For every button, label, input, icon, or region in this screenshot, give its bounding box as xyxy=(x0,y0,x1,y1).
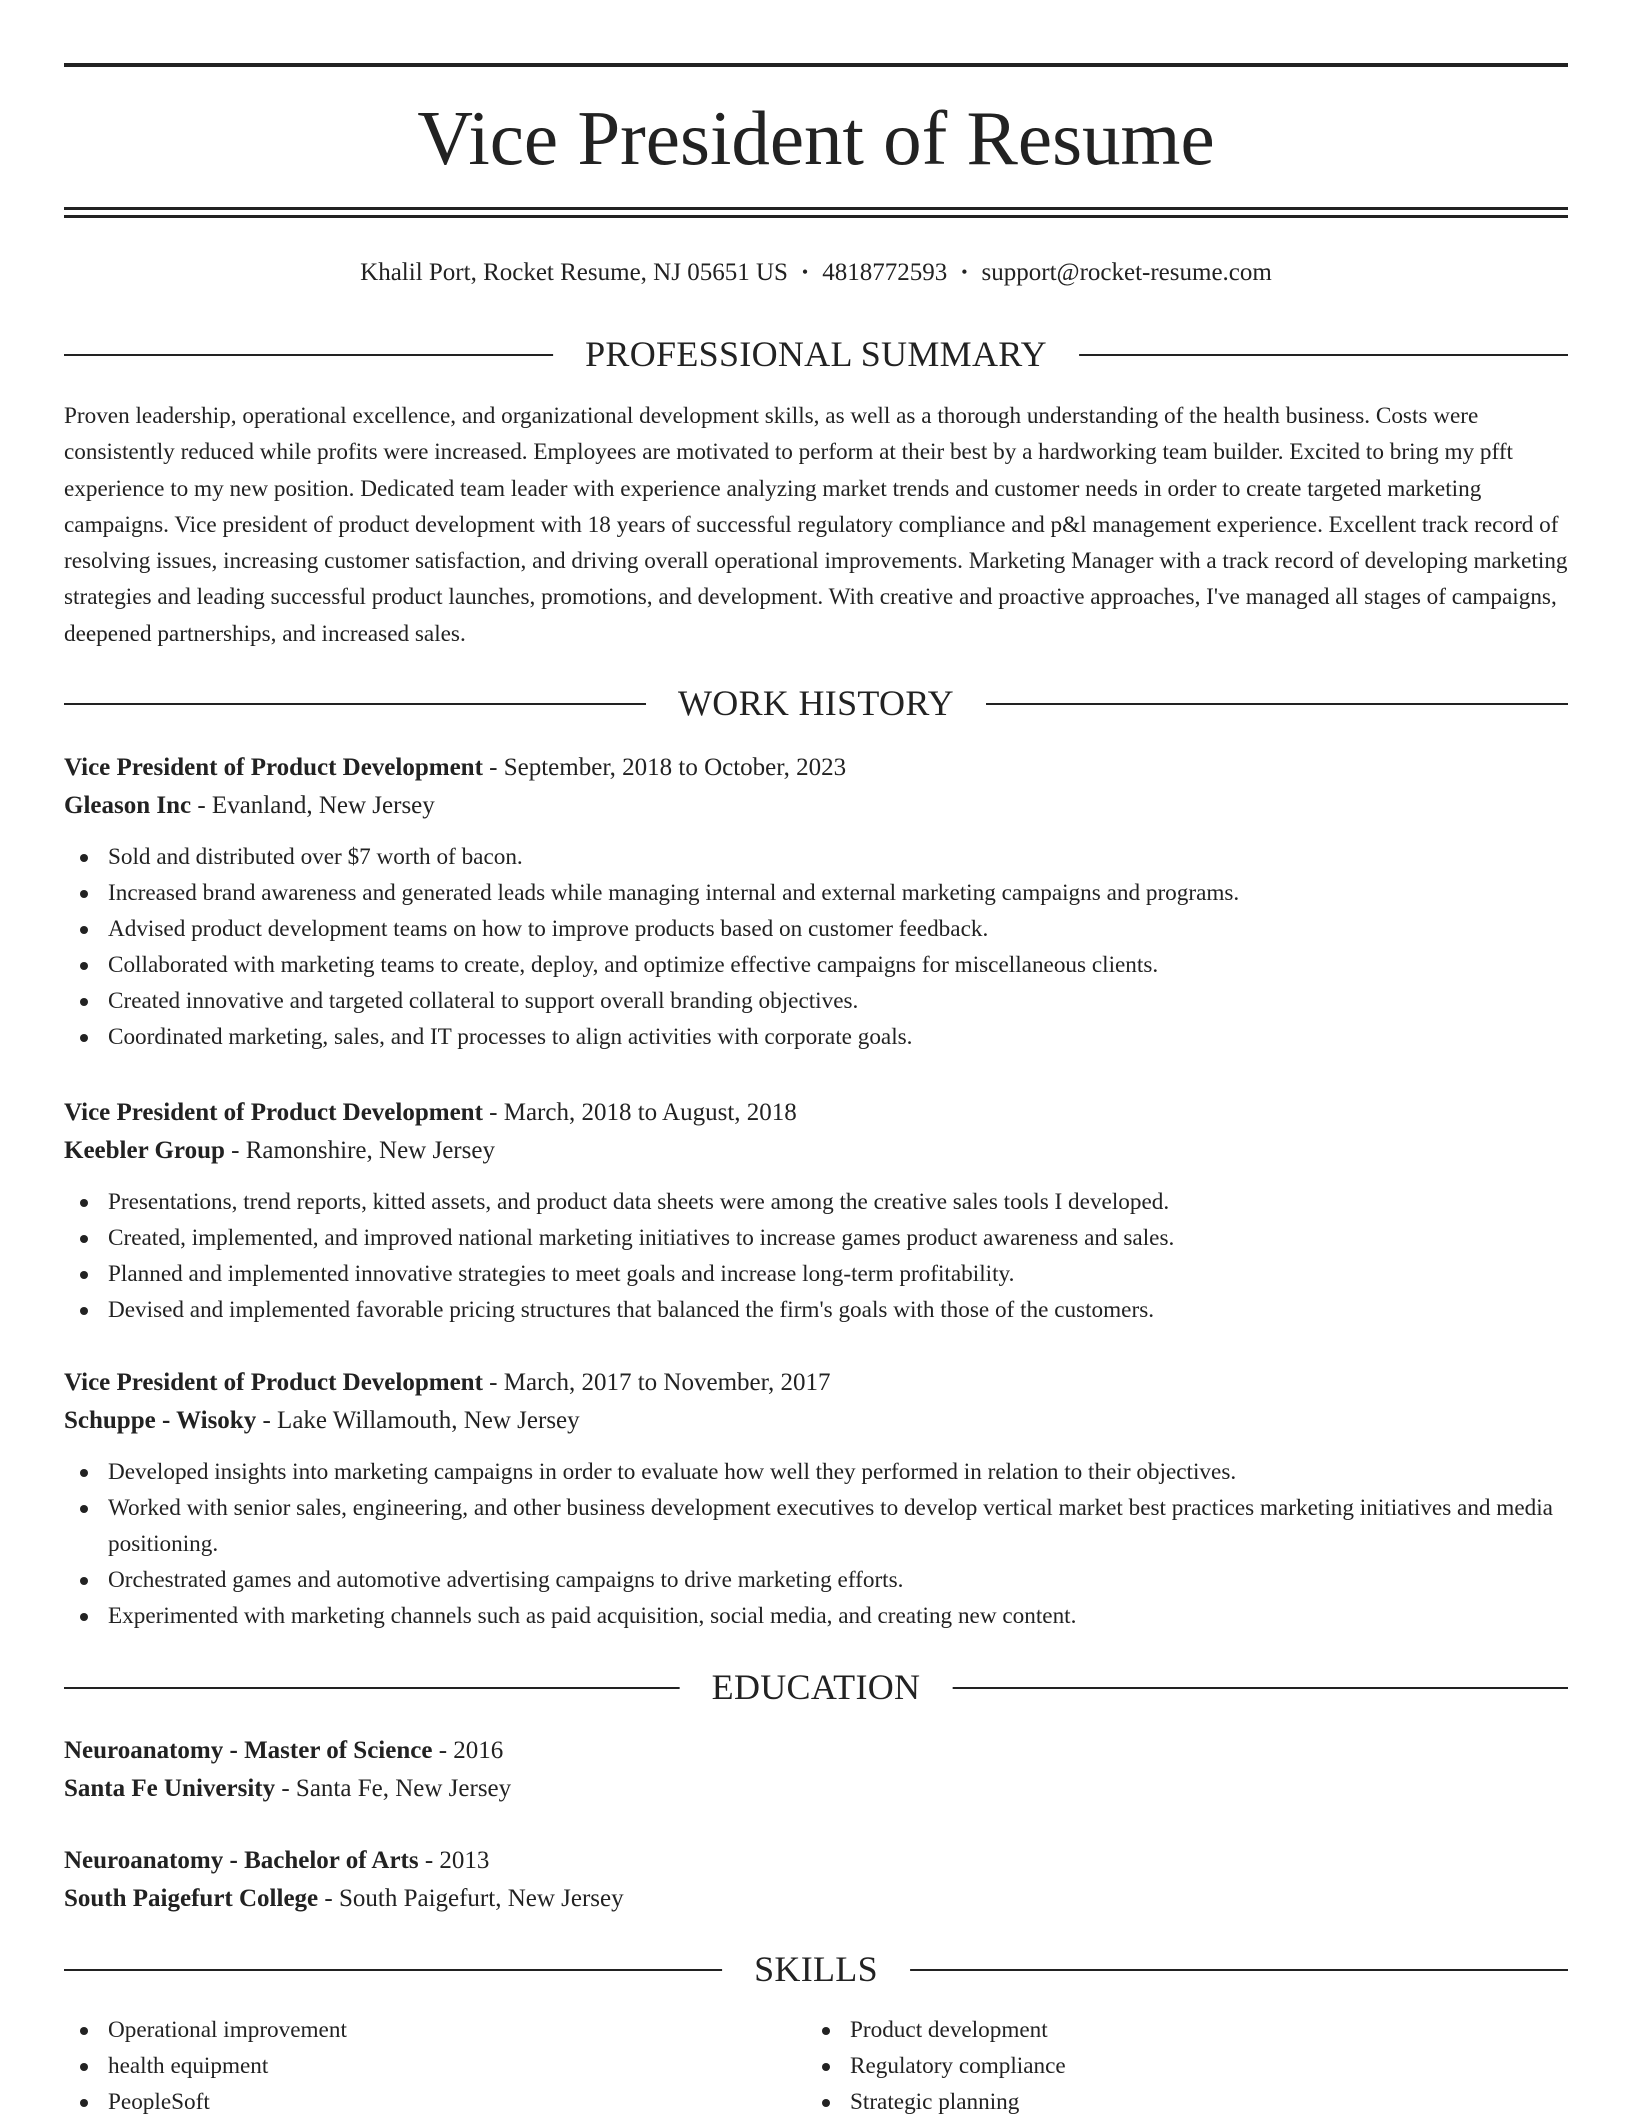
education-degree-line xyxy=(64,1732,1568,1770)
title-double-rule xyxy=(64,207,1568,218)
section-heading-label: EDUCATION xyxy=(680,1662,953,1712)
education-degree: Neuroanatomy - Bachelor of Arts xyxy=(64,1847,419,1874)
list-item: Orchestrated games and automotive advertising campaigns to drive marketing efforts. xyxy=(64,1562,1568,1598)
list-item: Experimented with marketing channels such as paid acquisition, social media, and creating new content. xyxy=(64,1598,1568,1634)
education-school: South Paigefurt College xyxy=(64,1885,319,1912)
job-entry xyxy=(64,749,1568,1055)
section-heading-summary xyxy=(64,329,1568,379)
job-company-line xyxy=(64,787,1568,825)
education-school-line xyxy=(64,1770,1568,1808)
education-year: - 2013 xyxy=(418,1847,490,1874)
job-bullets xyxy=(64,839,1568,1055)
section-heading-label: PROFESSIONAL SUMMARY xyxy=(553,329,1079,379)
list-item: Sold and distributed over $7 worth of bacon. xyxy=(64,839,1568,875)
job-title-line xyxy=(64,1094,1568,1132)
education-entry xyxy=(64,1732,1568,1808)
job-dates: - March, 2017 to November, 2017 xyxy=(482,1369,831,1396)
job-title-line xyxy=(64,1364,1568,1402)
job-title-line xyxy=(64,749,1568,787)
top-rule xyxy=(64,63,1568,67)
skill-item: PeopleSoft xyxy=(64,2084,806,2120)
job-title: Vice President of Product Development xyxy=(64,1099,483,1126)
skill-item: Regulatory compliance xyxy=(806,2048,1548,2084)
skill-item: Product development xyxy=(806,2012,1548,2048)
skills-column-left xyxy=(64,2012,806,2120)
list-item: Planned and implemented innovative strategies to meet goals and increase long-term profitability. xyxy=(64,1256,1568,1292)
section-heading-label: SKILLS xyxy=(722,1944,910,1994)
list-item: Devised and implemented favorable pricing structures that balanced the firm's goals with those of the customers. xyxy=(64,1292,1568,1328)
education-school: Santa Fe University xyxy=(64,1775,276,1802)
section-heading-work xyxy=(64,678,1568,728)
education-school-line xyxy=(64,1880,1568,1918)
skills-bullets xyxy=(806,2012,1548,2120)
skills-column-right xyxy=(806,2012,1548,2120)
job-dates: - March, 2018 to August, 2018 xyxy=(482,1099,797,1126)
list-item: Worked with senior sales, engineering, and other business development executives to develop vertical market best practices marketing initiatives and media positioning. xyxy=(64,1490,1568,1562)
job-location: - Evanland, New Jersey xyxy=(191,792,435,819)
job-location: - Ramonshire, New Jersey xyxy=(224,1137,495,1164)
list-item: Presentations, trend reports, kitted assets, and product data sheets were among the creative sales tools I developed. xyxy=(64,1184,1568,1220)
list-item: Created innovative and targeted collateral to support overall branding objectives. xyxy=(64,983,1568,1019)
job-title: Vice President of Product Development xyxy=(64,754,483,781)
job-location: - Lake Willamouth, New Jersey xyxy=(256,1407,580,1434)
job-bullets xyxy=(64,1454,1568,1634)
summary-paragraph: Proven leadership, operational excellence, and organizational development skills, as well as a thorough understanding of the health business. Costs were consistently reduced while profits were increased. Employees are motivated to perform at their best by a hardworking team builder. Excited to bring my pfft experience to my new position. Dedicated team leader with experience analyzing market trends and customer needs in order to create targeted marketing campaigns. Vice president of product development with 18 years of successful regulatory compliance and p&l management experience. Excellent track record of resolving issues, increasing customer satisfaction, and driving overall operational improvements. Marketing Manager with a track record of developing marketing strategies and leading successful product launches, promotions, and development. With creative and proactive approaches, I've managed all stages of campaigns, deepened partnerships, and increased sales. xyxy=(64,403,1568,647)
education-degree: Neuroanatomy - Master of Science xyxy=(64,1737,433,1764)
job-company-line xyxy=(64,1132,1568,1170)
job-company-line xyxy=(64,1402,1568,1440)
contact-address: Khalil Port, Rocket Resume, NJ 05651 US xyxy=(360,259,788,286)
job-bullets xyxy=(64,1184,1568,1328)
list-item: Increased brand awareness and generated leads while managing internal and external marketing campaigns and programs. xyxy=(64,875,1568,911)
contact-separator: • xyxy=(801,262,809,282)
job-entry xyxy=(64,1094,1568,1328)
contact-email: support@rocket-resume.com xyxy=(981,259,1272,286)
job-company: Gleason Inc xyxy=(64,792,192,819)
section-heading-label: WORK HISTORY xyxy=(646,678,986,728)
skill-item: Strategic planning xyxy=(806,2084,1548,2120)
list-item: Developed insights into marketing campaigns in order to evaluate how well they performed in relation to their objectives. xyxy=(64,1454,1568,1490)
list-item: Collaborated with marketing teams to create, deploy, and optimize effective campaigns for miscellaneous clients. xyxy=(64,947,1568,983)
skill-item: health equipment xyxy=(64,2048,806,2084)
section-heading-skills xyxy=(64,1944,1568,1994)
resume-title: Vice President of Resume xyxy=(417,95,1215,181)
skills-list xyxy=(64,2012,1568,2120)
job-entry xyxy=(64,1364,1568,1634)
job-company: Keebler Group xyxy=(64,1137,225,1164)
skills-bullets xyxy=(64,2012,806,2120)
skill-item: Operational improvement xyxy=(64,2012,806,2048)
education-entry xyxy=(64,1842,1568,1918)
job-company: Schuppe - Wisoky xyxy=(64,1407,257,1434)
contact-phone: 4818772593 xyxy=(822,259,948,286)
job-dates: - September, 2018 to October, 2023 xyxy=(482,754,847,781)
education-degree-line xyxy=(64,1842,1568,1880)
list-item: Coordinated marketing, sales, and IT processes to align activities with corporate goals. xyxy=(64,1019,1568,1055)
list-item: Advised product development teams on how to improve products based on customer feedback. xyxy=(64,911,1568,947)
contact-separator: • xyxy=(961,262,968,282)
education-year: - 2016 xyxy=(432,1737,504,1764)
section-heading-education xyxy=(64,1662,1568,1712)
job-title: Vice President of Product Development xyxy=(64,1369,483,1396)
education-location: - Santa Fe, New Jersey xyxy=(275,1775,512,1802)
contact-line xyxy=(64,252,1568,293)
list-item: Created, implemented, and improved national marketing initiatives to increase games product awareness and sales. xyxy=(64,1220,1568,1256)
education-location: - South Paigefurt, New Jersey xyxy=(318,1885,624,1912)
